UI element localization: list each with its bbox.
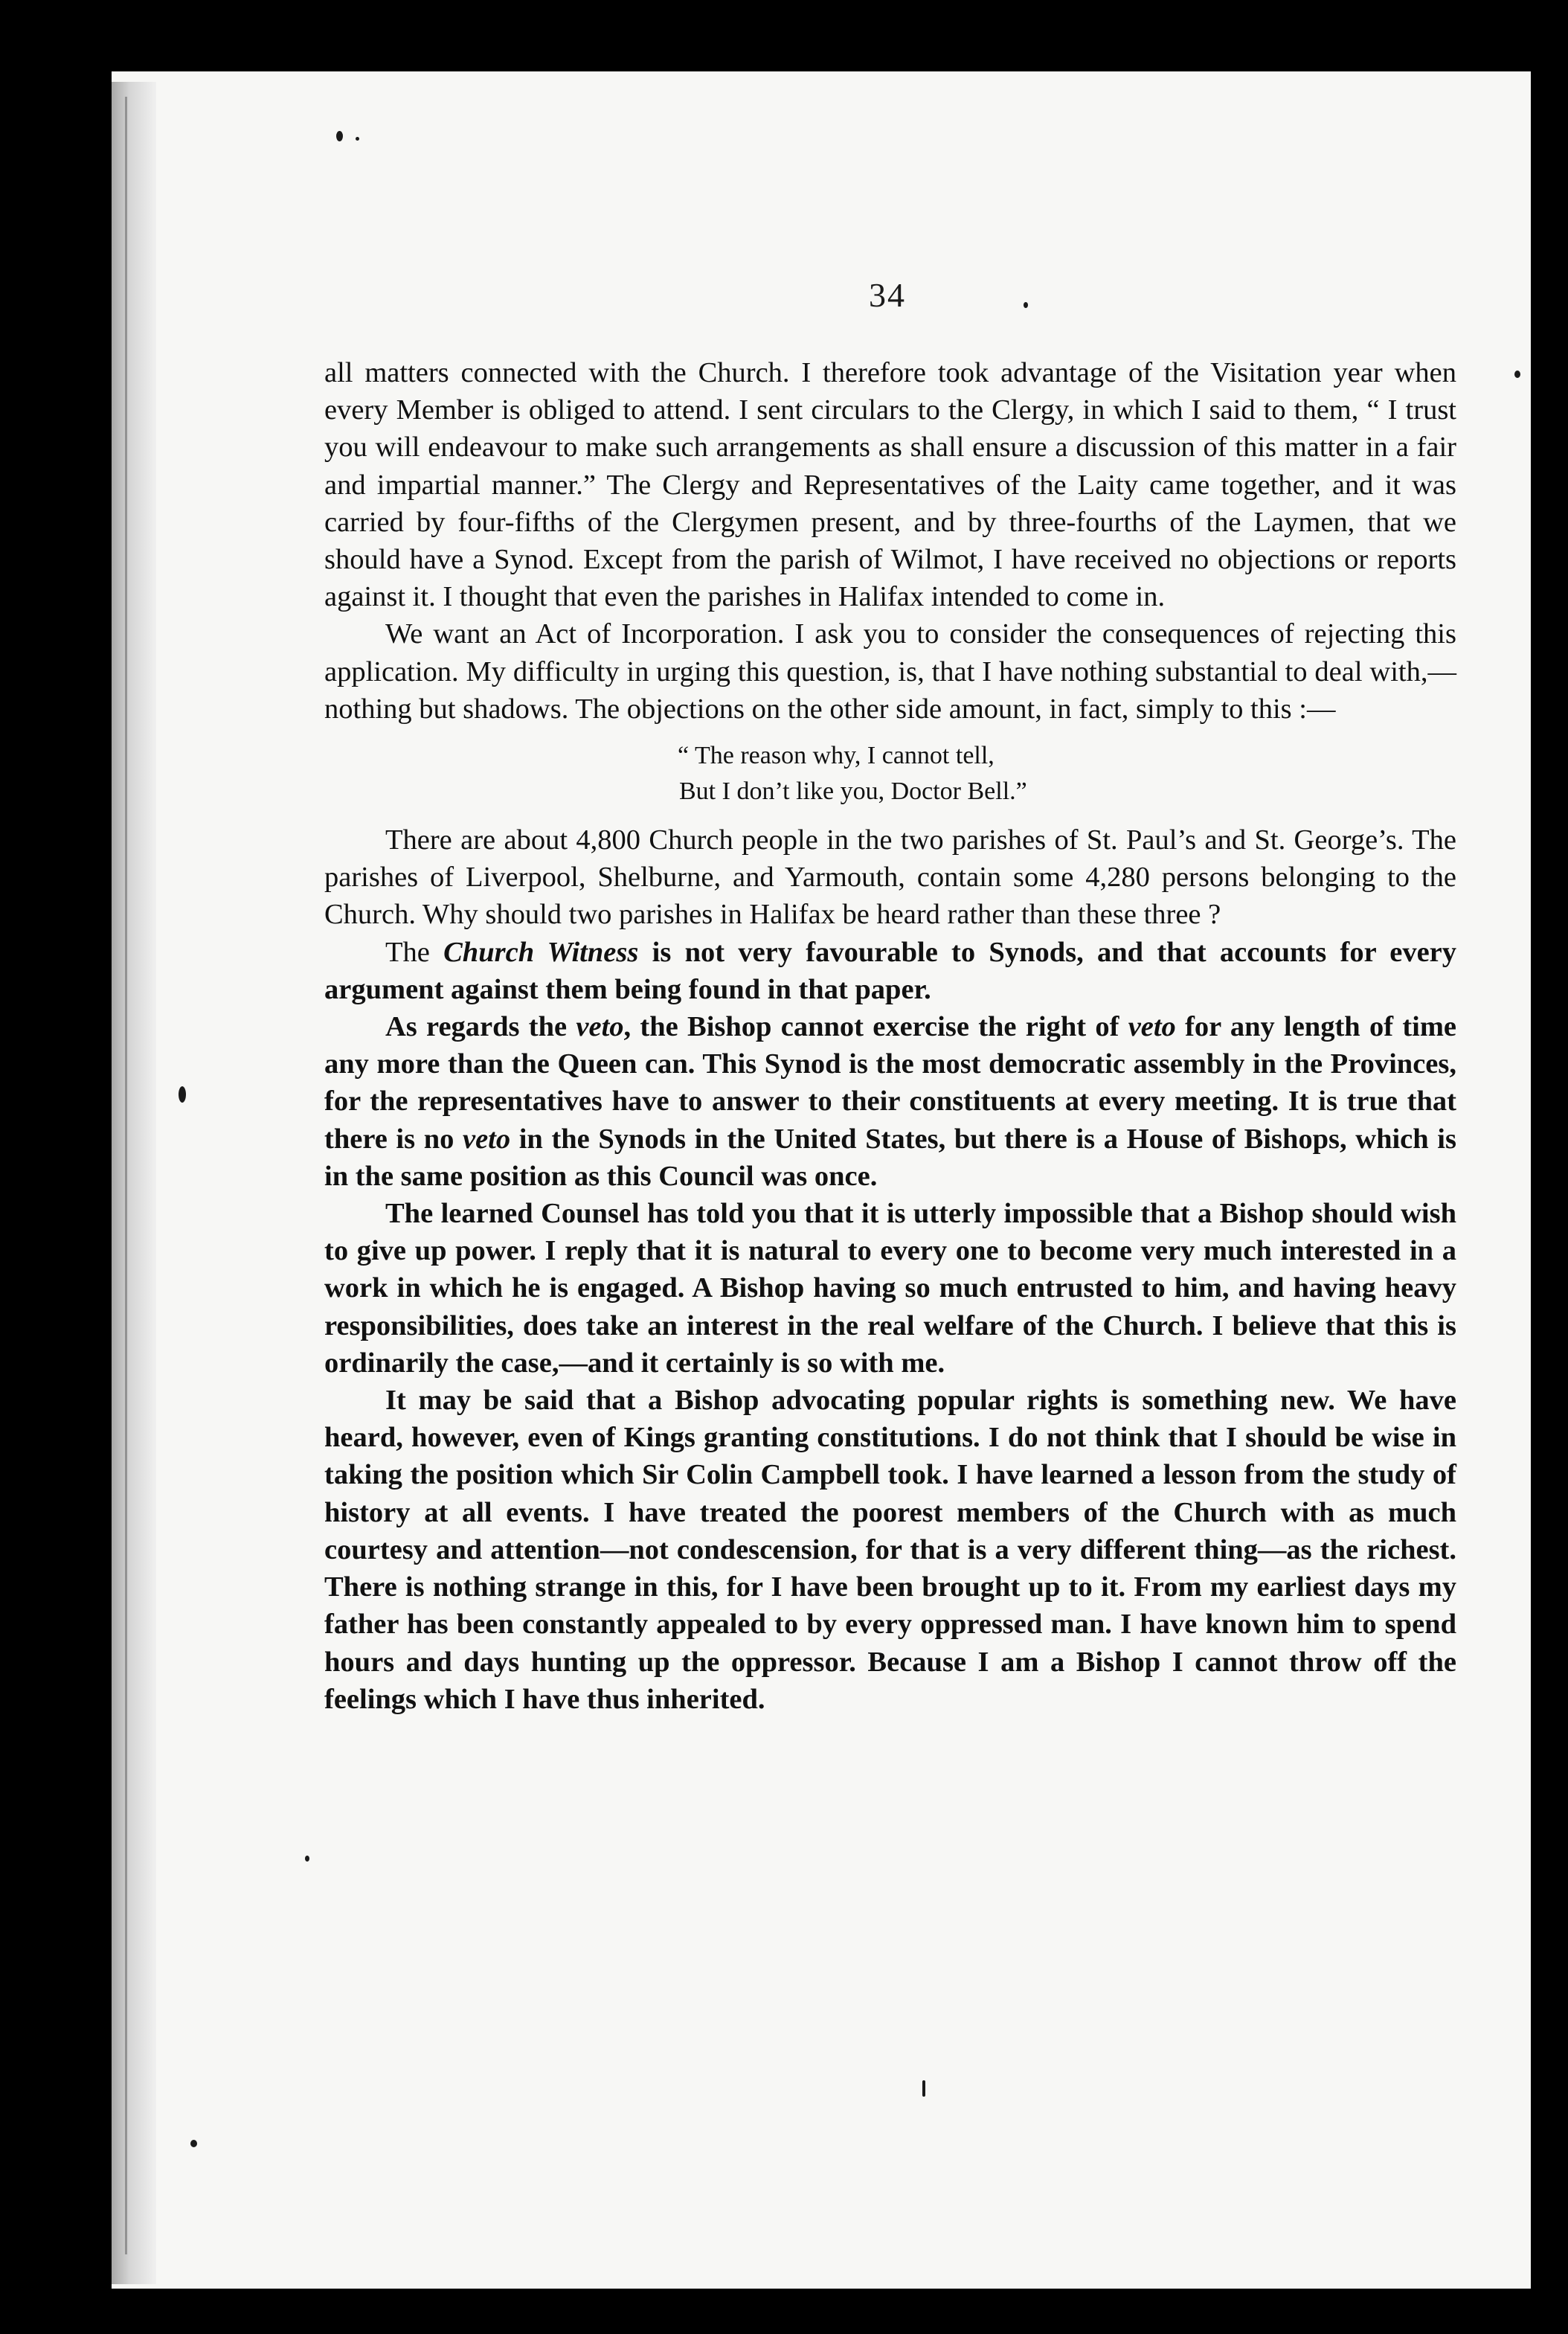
scan-speck — [356, 137, 359, 141]
italic-title: Church Witness — [443, 936, 639, 968]
paragraph: We want an Act of Incorporation. I ask you to consider the consequences of rejecting this application. My difficulty in urging this question, is, that I have nothing substantial to deal with,—nothing but shadows. The objections on the other side amount, in fact, simply to this :— — [324, 618, 1456, 725]
scan-speck — [179, 1086, 186, 1103]
paragraph: The learned Counsel has told you that it is utterly impossible that a Bishop should wish to give up power. I reply that it is natural to every one to become very much interested in a work in which he is engaged. A Bishop having so much entrusted to him, and having heavy responsibilities, does take an interest in the real welfare of the Church. I believe that this is ordinarily the case,—and it certainly is so with me. — [324, 1198, 1456, 1379]
scan-speck — [922, 2080, 925, 2097]
page-number: 34 — [869, 276, 906, 314]
paragraph: There are about 4,800 Church people in the two parishes of St. Paul’s and St. George’s. The parishes of Liverpool, Shelburne, and Yarmouth, contain some 4,280 persons belonging to the Church. Why should two parishes in Halifax be heard rather than these three ? — [324, 824, 1456, 931]
text-run: is not very favourable to Synods, and that accounts for every argument against them being found in that paper. — [324, 936, 1456, 1005]
body-text — [324, 354, 1456, 1718]
scan-speck — [305, 1856, 309, 1862]
paragraph — [324, 1008, 1456, 1195]
text-run: , the Bishop cannot exercise the right of — [623, 1011, 1128, 1043]
scan-speck — [1024, 302, 1028, 308]
paragraph: It may be said that a Bishop advocating popular rights is something new. We have heard, however, even of Kings granting constitutions. I do not think that I should be wise in taking the position which Sir Colin Campbell took. I have learned a lesson from the study of history at all events. I have treated the poorest members of the Church with as much courtesy and attention—not condescension, for that is a very different thing—as the richest. There is nothing strange in this, for I have been brought up to it. From my earliest days my father has been constantly appealed to by every oppressed man. I have known him to spend hours and days hunting up the oppressor. Because I am a Bishop I cannot throw off the feelings which I have thus inherited. — [324, 1385, 1456, 1715]
scan-speck — [336, 131, 343, 141]
scan-border-right — [1534, 71, 1568, 2334]
text-run: As regards the — [385, 1011, 576, 1043]
text-run: The — [385, 936, 444, 968]
italic-term: veto — [1128, 1011, 1176, 1043]
italic-term: veto — [576, 1011, 624, 1043]
paragraph — [324, 934, 1456, 1008]
text-run: for any length of time any more than the Queen can. This Synod is the most democratic assembly in the Provinces, for the representatives have to answer to their constituents at every meeting. It is true that there is no — [324, 1011, 1456, 1155]
scan-speck — [190, 2140, 197, 2147]
gutter-shadow-line — [125, 97, 127, 2254]
binding-gutter — [112, 82, 156, 2284]
scan-speck — [1514, 371, 1520, 378]
text-run: in the Synods in the United States, but there is a House of Bishops, which is in the same position as this Council was once. — [324, 1123, 1456, 1192]
italic-term: veto — [462, 1123, 511, 1155]
quoted-verse — [678, 738, 1456, 809]
verse-line: But I don’t like you, Doctor Bell.” — [679, 778, 1027, 806]
paragraph: all matters connected with the Church. I therefore took advantage of the Visitation year when every Member is obliged to attend. I sent circulars to the Clergy, in which I said to them, “ I trust you will endeavour to make such arrangements as shall ensure a discussion of this matter in a fair and impartial manner.” The Clergy and Representatives of the Laity came together, and it was carried by four-fifths of the Clergymen present, and by three-fourths of the Laymen, that we should have a Synod. Except from the parish of Wilmot, I have received no objections or reports against it. I thought that even the parishes in Halifax intended to come in. — [324, 357, 1456, 613]
verse-line: “ The reason why, I cannot tell, — [678, 742, 995, 770]
